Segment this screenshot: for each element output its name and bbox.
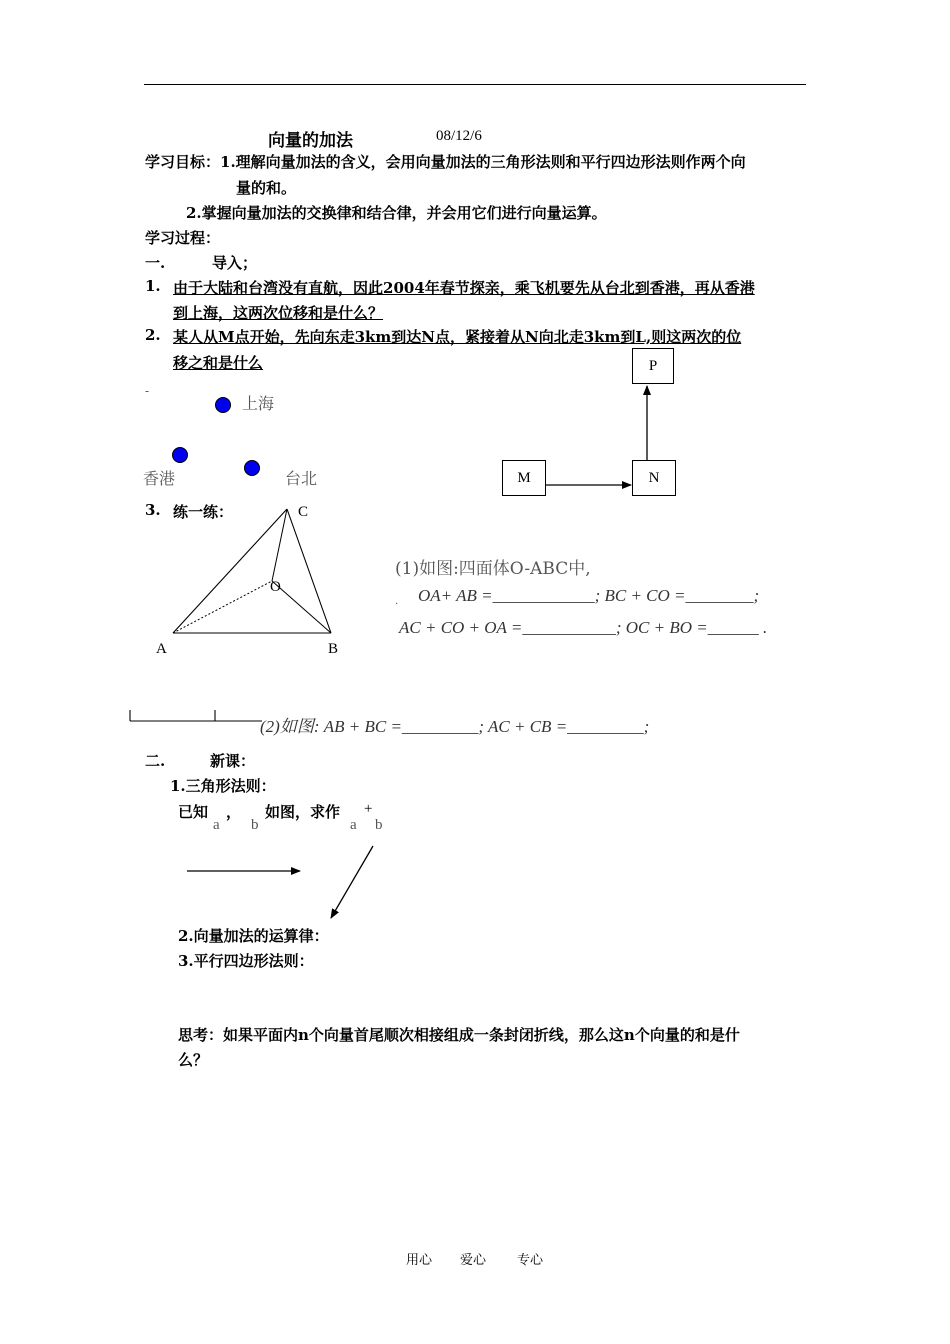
ex1-dot: . [395,596,399,607]
point-o-label: O [270,579,281,595]
section2-title: 新课： [210,752,256,770]
section1-num: 一. [145,254,166,272]
sum-a-label: a [350,817,357,833]
rule1-plus: + [364,801,373,817]
goals-item1-line2: 量的和。 [236,179,297,197]
footer-1: 用心 [406,1253,433,1268]
hongkong-label: 香港 [143,469,176,488]
point-b-label: B [328,641,339,657]
rule1-figure: 如图，求作 [265,803,341,821]
taipei-label: 台北 [285,469,318,488]
ex1-row1: OA+ AB =____________; BC + CO =________; [418,586,760,605]
sum-b-label: b [375,817,383,833]
edge-oc [272,509,287,581]
goals-item2: 2.掌握向量加法的交换律和结合律，并会用它们进行向量运算。 [186,204,607,222]
section1-title: 导入； [212,254,258,272]
vector-a-label: a [213,817,220,833]
edge-bc [287,509,331,633]
rule3-title: 3.平行四边形法则： [178,952,314,970]
page-date: 08/12/6 [436,128,482,144]
box-m: M [502,460,546,496]
box-p: P [632,348,674,384]
q1-line1: 由于大陆和台湾没有直航，因此2004年春节探亲，乘飞机要先从台北到香港，再从香港 [173,279,755,297]
point-a-label: A [156,641,167,657]
ex2-text: (2)如图: AB + BC =_________; AC + CB =_________; [260,717,650,736]
think-line1: 思考：如果平面内n个向量首尾顺次相接组成一条封闭折线，那么这n个向量的和是什 [178,1026,740,1044]
q3-num: 3. [145,501,161,519]
page-title: 向量的加法 [268,131,353,151]
footer-3: 专心 [517,1253,544,1268]
point-c-label: C [298,504,309,520]
edge-ac [173,509,287,633]
q2-line2: 移之和是什么 [173,354,264,372]
vector-b-arrow [331,846,373,918]
q2-num: 2. [145,326,161,344]
map-dash: - [145,384,150,398]
goals-item1-line1: 1.理解向量加法的含义，会用向量加法的三角形法则和平行四边形法则作两个向 [220,153,746,171]
process-label: 学习过程： [145,229,221,247]
ex1-label: (1)如图:四面体O-ABC中, [395,559,591,579]
rule1-comma: ， [226,803,242,821]
rule1-given: 已知 [178,803,209,821]
think-line2: 么？ [178,1051,209,1069]
box-n: N [632,460,676,496]
rule1-title: 1.三角形法则： [170,777,276,795]
ex1-row2: AC + CO + OA =___________; OC + BO =______ . [399,618,768,637]
vector-b-label: b [251,817,259,833]
edge-oa [173,581,272,633]
rule2-title: 2.向量加法的运算律： [178,927,329,945]
q1-num: 1. [145,277,161,295]
footer-2: 爱心 [460,1253,487,1268]
shanghai-label: 上海 [242,394,275,413]
q2-line1: 某人从M点开始，先向东走3km到达N点，紧接着从N向北走3km到L,则这两次的位 [173,328,742,346]
section2-num: 二. [145,752,166,770]
goals-label-text: 学习目标： [145,153,221,171]
q1-line2: 到上海，这两次位移和是什么？ [173,304,384,322]
q3-title: 练一练： [173,503,234,521]
